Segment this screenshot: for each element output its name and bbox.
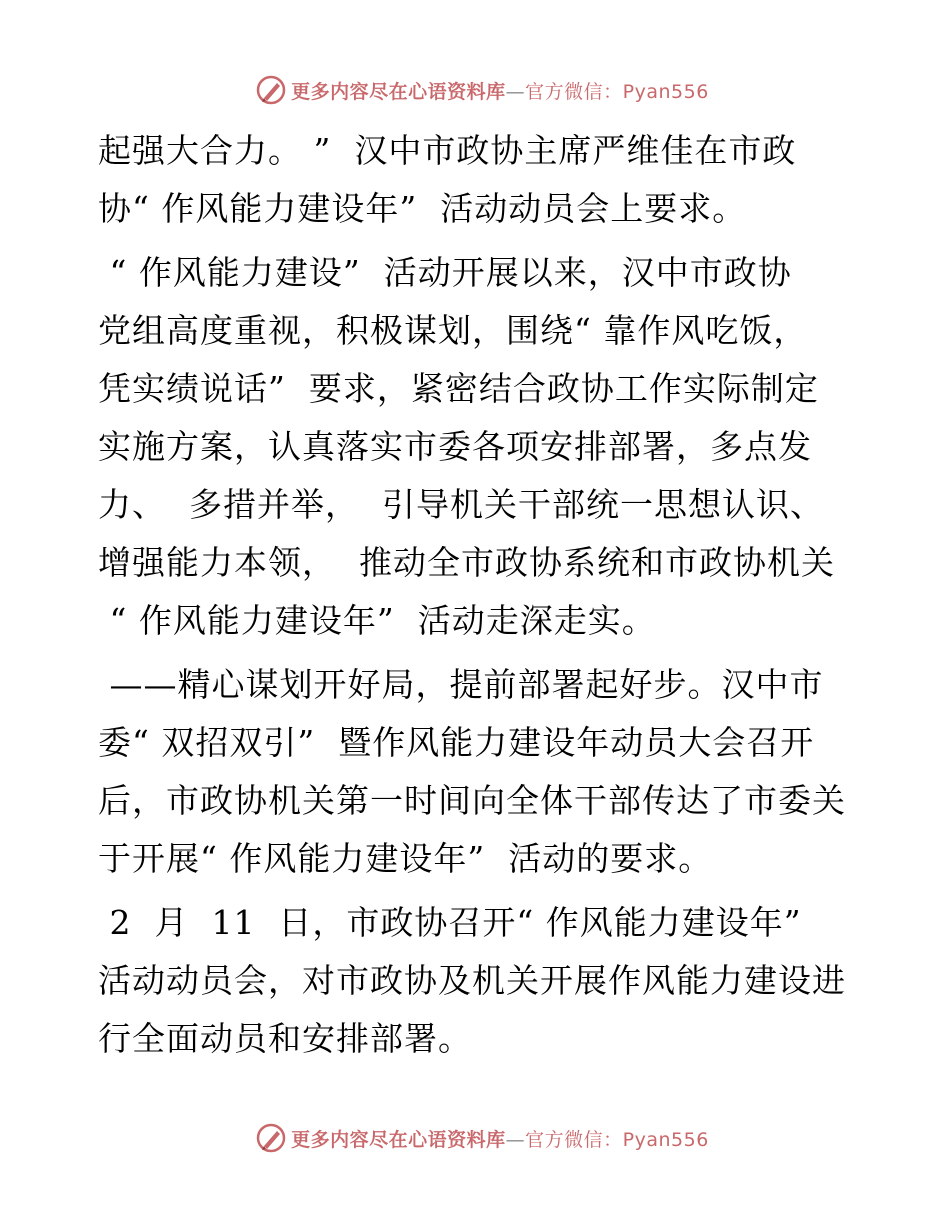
- text-line: 协“ 作风能力建设年” 活动动员会上要求。: [98, 189, 747, 228]
- text-line: 活动动员会，对市政协及机关开展作风能力建设进: [98, 961, 846, 1000]
- pen-logo-icon: [255, 74, 287, 106]
- text-line: 实施方案，认真落实市委各项安排部署，多点发: [98, 427, 812, 466]
- watermark-text: [291, 1125, 709, 1152]
- watermark-dash: —: [505, 1128, 526, 1151]
- text-line: “ 作风能力建设” 活动开展以来，汉中市政协: [98, 253, 792, 292]
- text-line: 增强能力本领， 推动全市政协系统和市政协机关: [98, 543, 835, 582]
- watermark-row: [255, 1122, 709, 1154]
- watermark-brand: 更多内容尽在心语资料库: [291, 1128, 506, 1151]
- text-line: 行全面动员和安排部署。: [98, 1019, 472, 1058]
- watermark-wechat: 官方微信：Pyan556: [525, 80, 709, 103]
- text-line: 委“ 双招双引” 暨作风能力建设年动员大会召开: [98, 723, 815, 762]
- paragraph: [98, 244, 868, 650]
- text-line: 后，市政协机关第一时间向全体干部传达了市委关: [98, 781, 846, 820]
- text-line: 于开展“ 作风能力建设年” 活动的要求。: [98, 839, 713, 878]
- paragraph: [98, 656, 868, 888]
- watermark-row: [255, 74, 709, 106]
- watermark-brand: 更多内容尽在心语资料库: [291, 80, 506, 103]
- watermark-wechat: 官方微信：Pyan556: [525, 1128, 709, 1151]
- text-line: “ 作风能力建设年” 活动走深走实。: [98, 601, 656, 640]
- text-line: 凭实绩说话” 要求，紧密结合政协工作实际制定: [98, 369, 819, 408]
- paragraph: [98, 894, 868, 1068]
- pen-logo-icon: [255, 1122, 287, 1154]
- footer-watermark: [0, 1118, 950, 1158]
- paragraph: [98, 122, 868, 238]
- document-body: [98, 122, 868, 1068]
- header-watermark: [0, 70, 950, 110]
- text-line: 党组高度重视，积极谋划，围绕“ 靠作风吃饭，: [98, 311, 808, 350]
- text-line: 起强大合力。 ” 汉中市政协主席严维佳在市政: [98, 131, 797, 170]
- watermark-text: [291, 77, 709, 104]
- text-line: 2 月 11 日，市政协召开“ 作风能力建设年”: [98, 903, 802, 942]
- text-line: 力、 多措并举， 引导机关干部统一思想认识、: [98, 485, 824, 524]
- text-line: ——精心谋划开好局，提前部署起好步。汉中市: [98, 665, 824, 704]
- watermark-dash: —: [505, 80, 526, 103]
